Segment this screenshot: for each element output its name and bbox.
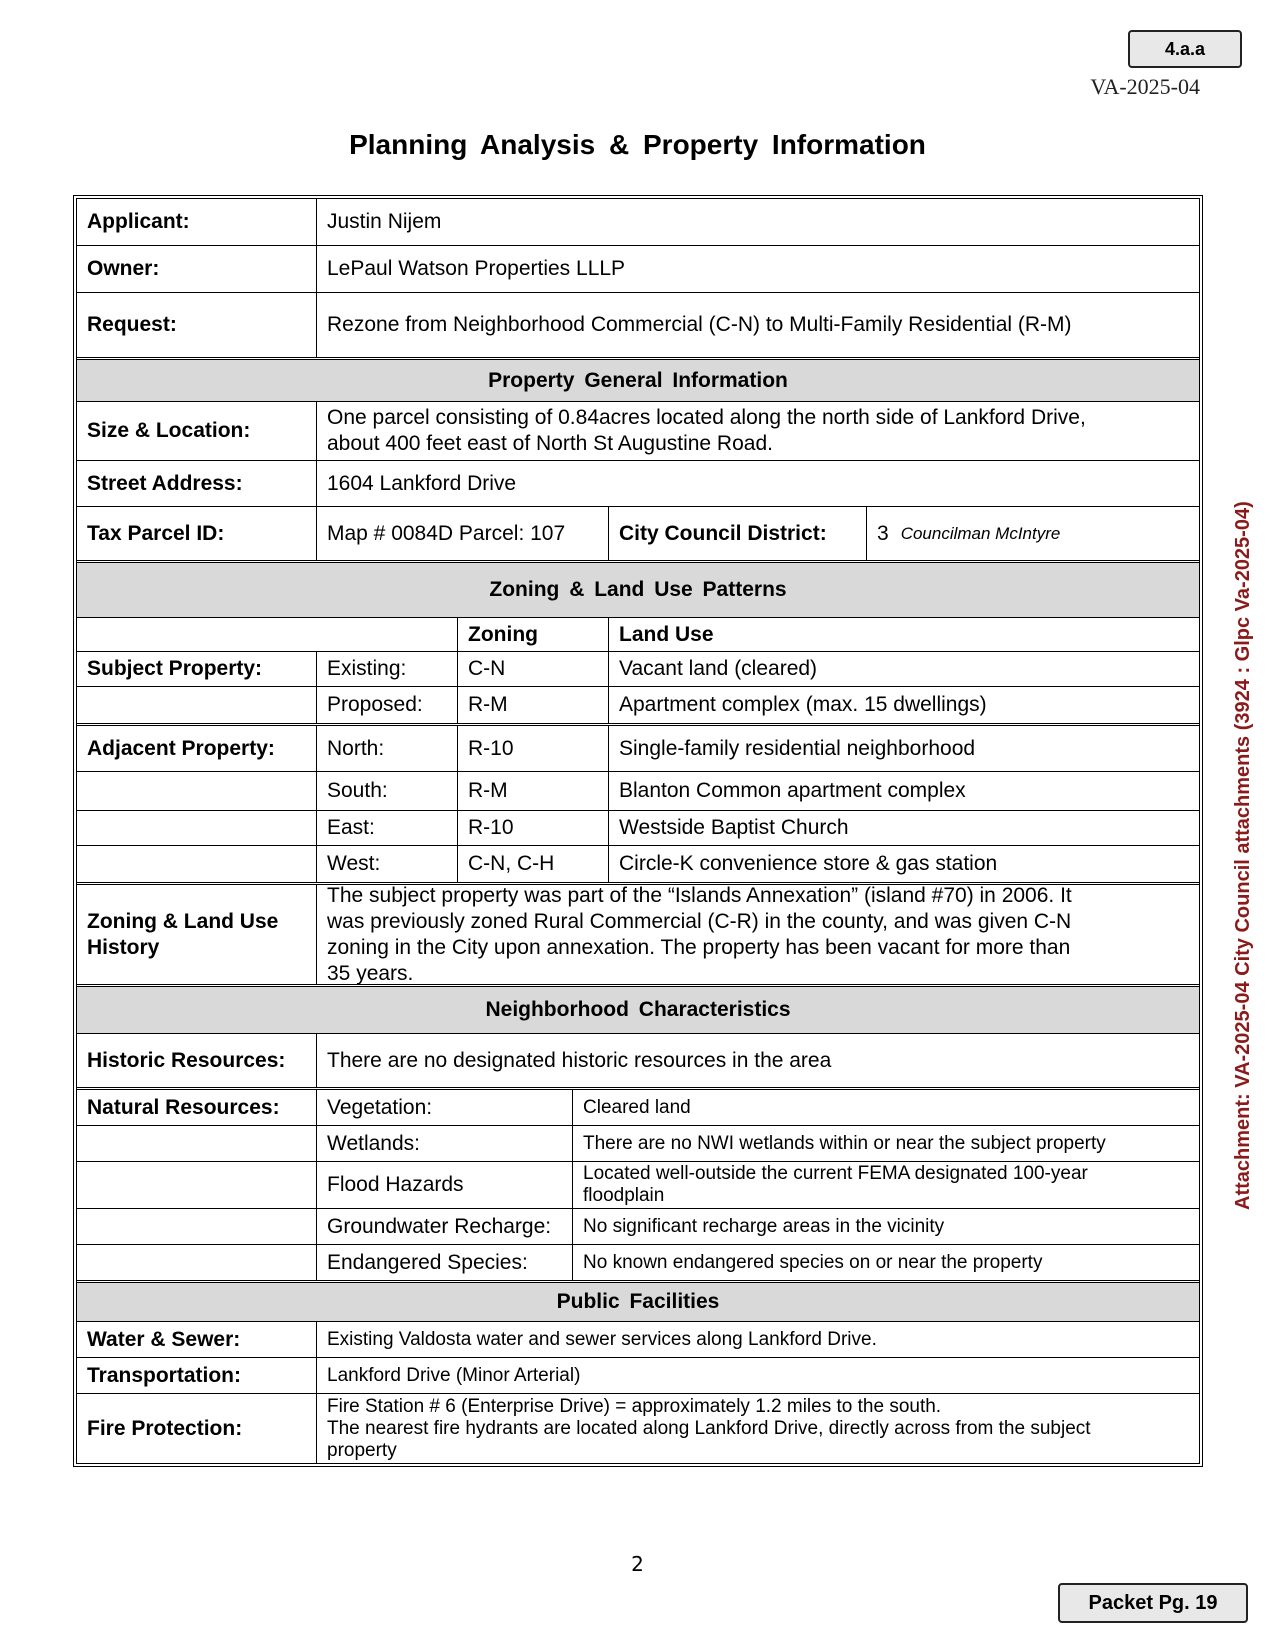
historic-resources-label: Historic Resources: [87,1048,286,1072]
direction-cell: West: [316,846,457,882]
section-heading: Public Facilities [556,1290,720,1313]
street-address-label: Street Address: [87,471,243,495]
land-use-cell: Blanton Common apartment complex [608,772,1199,810]
zoning-history-label [77,885,316,984]
council-district-value [866,507,1199,560]
water-sewer-value: Existing Valdosta water and sewer services along Lankford Drive. [316,1322,1199,1357]
councilman-name: Councilman McIntyre [900,523,1061,543]
section-heading: Property General Information [488,368,788,392]
natural-vegetation-row [77,1090,1199,1126]
fire-protection-row [77,1394,1199,1463]
resource-value: Cleared land [572,1090,1199,1125]
size-location-value [316,402,1199,460]
street-address-row [77,461,1199,507]
resource-item: Vegetation: [316,1090,572,1125]
direction-cell: Proposed: [316,687,457,723]
planning-analysis-table [76,198,1200,1464]
section-property-general [77,360,1199,402]
adjacent-north-row [77,726,1199,772]
adjacent-south-row [77,772,1199,811]
zoning-history-line: 35 years. [327,961,414,985]
direction-cell: North: [316,726,457,771]
water-sewer-row [77,1322,1199,1358]
request-label: Request: [87,313,177,336]
agenda-item-badge: 4.a.a [1128,30,1242,68]
request-value: Rezone from Neighborhood Commercial (C-N) to Multi-Family Residential (R-M) [316,293,1199,357]
resource-value-line: floodplain [583,1185,665,1206]
land-use-cell: Westside Baptist Church [608,811,1199,845]
natural-wetlands-row [77,1126,1199,1162]
natural-endangered-row [77,1245,1199,1283]
zoning-history-line: The subject property was part of the “Islands Annexation” (island #70) in 2006. It [327,883,1072,907]
fire-protection-line: The nearest fire hydrants are located along Lankford Drive, directly across from the subject [327,1417,1091,1439]
tax-parcel-value: Map # 0084D Parcel: 107 [316,507,608,560]
adjacent-west-row [77,846,1199,885]
section-heading: Zoning & Land Use Patterns [489,578,787,601]
adjacent-east-row [77,811,1199,846]
land-use-cell: Circle-K convenience store & gas station [608,846,1199,882]
owner-value: LePaul Watson Properties LLLP [316,246,1199,292]
resource-value [572,1162,1199,1208]
natural-groundwater-row [77,1209,1199,1245]
direction-cell: Existing: [316,652,457,686]
transportation-label: Transportation: [87,1363,242,1387]
zoning-header-row [77,618,1199,652]
land-use-cell: Vacant land (cleared) [608,652,1199,686]
land-use-cell: Single-family residential neighborhood [608,726,1199,771]
resource-value: No known endangered species on or near the property [572,1245,1199,1280]
applicant-value: Justin Nijem [316,199,1199,245]
zoning-cell: C-N [457,652,608,686]
owner-label: Owner: [87,257,160,280]
section-zoning-land-use [77,563,1199,618]
water-sewer-label: Water & Sewer: [87,1327,241,1351]
size-location-line: about 400 feet east of North St Augustine Road. [327,432,773,455]
owner-row [77,246,1199,293]
subject-existing-row [77,652,1199,687]
case-number: VA-2025-04 [1090,74,1200,99]
zoning-cell: R-M [457,772,608,810]
street-address-value: 1604 Lankford Drive [316,461,1199,506]
resource-item: Groundwater Recharge: [316,1209,572,1244]
transportation-value: Lankford Drive (Minor Arterial) [316,1358,1199,1393]
zoning-history-text [316,885,1199,984]
zoning-history-row [77,885,1199,987]
historic-resources-row [77,1034,1199,1090]
applicant-row [77,199,1199,246]
size-location-label: Size & Location: [87,419,251,442]
section-public-facilities [77,1283,1199,1322]
zoning-history-line: was previously zoned Rural Commercial (C-R) in the county, and was given C-N [327,909,1072,933]
section-heading: Neighborhood Characteristics [485,998,791,1021]
zoning-column-header: Zoning [457,618,608,651]
resource-item: Wetlands: [316,1126,572,1161]
resource-item: Endangered Species: [316,1245,572,1280]
packet-page-badge: Packet Pg. 19 [1058,1583,1248,1623]
council-district-label: City Council District: [608,507,866,560]
request-row [77,293,1199,360]
zoning-history-label-line: Zoning & Land Use [87,909,279,933]
historic-resources-value: There are no designated historic resources in the area [316,1034,1199,1087]
resource-value: No significant recharge areas in the vicinity [572,1209,1199,1244]
page-number: 2 [631,1552,644,1576]
fire-protection-label: Fire Protection: [87,1416,243,1440]
applicant-label: Applicant: [87,210,190,233]
tax-parcel-label: Tax Parcel ID: [87,521,225,545]
subject-property-label: Subject Property: [87,657,263,680]
fire-protection-value [316,1394,1199,1463]
direction-cell: East: [316,811,457,845]
resource-value: There are no NWI wetlands within or near the subject property [572,1126,1199,1161]
zoning-history-line: zoning in the City upon annexation. The property has been vacant for more than [327,935,1071,959]
fire-protection-line: Fire Station # 6 (Enterprise Drive) = approximately 1.2 miles to the south. [327,1395,942,1417]
land-use-cell: Apartment complex (max. 15 dwellings) [608,687,1199,723]
tax-parcel-row [77,507,1199,563]
resource-value-line: Located well-outside the current FEMA designated 100-year [583,1163,1088,1184]
subject-proposed-row [77,687,1199,726]
transportation-row [77,1358,1199,1394]
size-location-line: One parcel consisting of 0.84acres located along the north side of Lankford Drive, [327,406,1086,429]
council-district-number: 3 [877,521,889,545]
fire-protection-line: property [327,1439,397,1461]
zoning-cell: C-N, C-H [457,846,608,882]
resource-item: Flood Hazards [316,1162,572,1208]
zoning-history-label-line: History [87,935,160,959]
section-neighborhood [77,987,1199,1034]
zoning-cell: R-M [457,687,608,723]
direction-cell: South: [316,772,457,810]
natural-flood-row [77,1162,1199,1209]
natural-resources-label: Natural Resources: [87,1095,280,1119]
size-location-row [77,402,1199,461]
land-use-column-header: Land Use [608,618,1199,651]
page-title: Planning Analysis & Property Information [349,129,926,160]
adjacent-property-label: Adjacent Property: [87,736,275,760]
zoning-cell: R-10 [457,726,608,771]
zoning-cell: R-10 [457,811,608,845]
attachment-side-label: Attachment: VA-2025-04 City Council attachments (3924 : Glpc Va-2025-04) [1232,501,1254,1210]
